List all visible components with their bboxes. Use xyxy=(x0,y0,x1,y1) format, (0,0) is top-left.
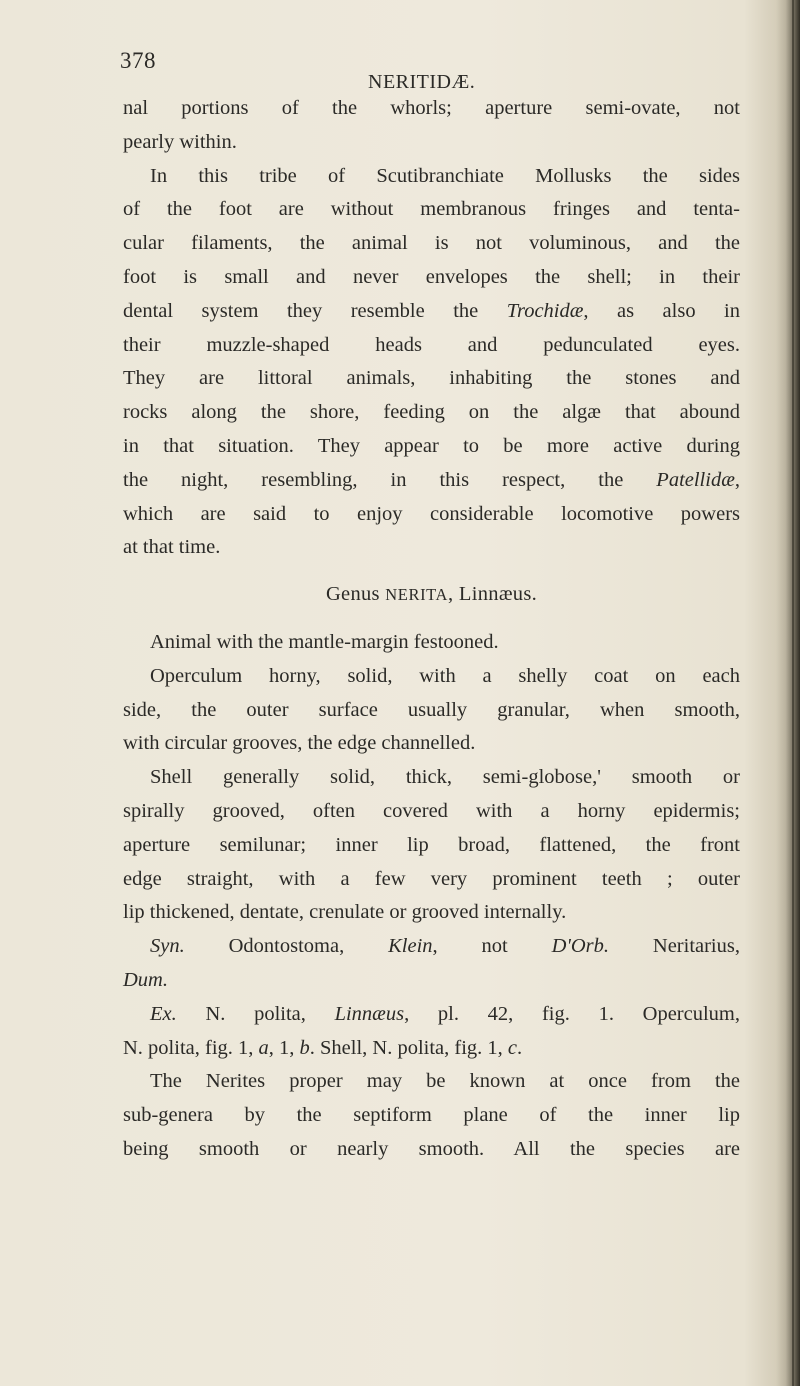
figure-letter: b xyxy=(299,1036,310,1059)
author-name: Klein xyxy=(388,935,433,958)
paragraph-nerites xyxy=(123,1065,740,1166)
text-line: They are littoral animals, inhabiting the stones and xyxy=(123,367,740,390)
text-fragment: , pl. 42, fig. 1. Operculum, xyxy=(404,1002,740,1025)
text-line: being smooth or nearly smooth. All the species are xyxy=(123,1137,740,1160)
text-fragment: the night, resembling, in this respect, the xyxy=(123,468,657,491)
text-fragment: Odontostoma, xyxy=(184,935,389,958)
text-line: their muzzle-shaped heads and pedunculated eyes. xyxy=(123,333,740,356)
figure-letter: a xyxy=(258,1036,269,1059)
text-fragment: , not xyxy=(432,935,552,958)
text-line: rocks along the shore, feeding on the algæ that abound xyxy=(123,401,740,424)
author-name: Dum. xyxy=(123,968,168,991)
heading-authority: , Linnæus. xyxy=(448,583,538,606)
text-line: pearly within. xyxy=(123,130,237,153)
page-edge-line xyxy=(792,0,794,1386)
text-line: spirally grooved, often covered with a horny epidermis; xyxy=(123,799,740,822)
figure-letter: c xyxy=(507,1036,518,1059)
text-fragment: , xyxy=(734,468,740,491)
text-line: In this tribe of Scutibranchiate Mollusks the sides xyxy=(150,164,740,187)
text-line: nal portions of the whorls; aperture semi-ovate, not xyxy=(123,97,740,119)
author-name: Linnæus xyxy=(334,1002,405,1025)
text-line: The Nerites proper may be known at once from the xyxy=(150,1070,740,1093)
text-line: Shell generally solid, thick, semi-globose,' smooth or xyxy=(150,766,740,789)
text-line xyxy=(123,930,740,964)
paragraph-scutibranchiate xyxy=(123,160,740,566)
text-fragment: Neritarius, xyxy=(609,935,740,958)
paragraph-shell xyxy=(123,761,740,930)
text-line: foot is small and never envelopes the shell; in their xyxy=(123,265,740,288)
taxon-name: Patellidæ xyxy=(656,468,735,491)
genus-name: NERITA xyxy=(385,585,449,605)
example-label: Ex. xyxy=(150,1002,177,1025)
text-line: of the foot are without membranous fringes and tenta- xyxy=(123,198,740,221)
text-line: Animal with the mantle-margin festooned. xyxy=(150,630,499,653)
heading-prefix: Genus xyxy=(325,583,386,606)
synonym-label: Syn. xyxy=(150,935,185,958)
text-fragment: . xyxy=(517,1036,523,1059)
running-title: NERITIDÆ. xyxy=(368,71,476,93)
page-number: 378 xyxy=(120,48,156,73)
body-text xyxy=(123,92,740,1167)
paragraph-examples xyxy=(123,998,740,1066)
text-line xyxy=(123,464,740,498)
paragraph-operculum xyxy=(123,660,740,761)
genus-heading xyxy=(123,578,740,612)
text-line: cular filaments, the animal is not voluminous, and the xyxy=(123,232,740,255)
text-line: aperture semilunar; inner lip broad, flattened, the front xyxy=(123,833,740,856)
text-line: sub-genera by the septiform plane of the inner lip xyxy=(123,1104,740,1127)
text-fragment: , 1, xyxy=(268,1036,300,1059)
text-line: side, the outer surface usually granular, when smooth, xyxy=(123,698,740,721)
text-line xyxy=(123,998,740,1032)
text-fragment: dental system they resemble the xyxy=(123,299,507,322)
paragraph-continued xyxy=(123,92,740,160)
text-line: Operculum horny, solid, with a shelly coat on each xyxy=(150,664,740,687)
text-line: lip thickened, dentate, crenulate or grooved internally. xyxy=(123,901,567,924)
author-name: D'Orb. xyxy=(551,935,609,958)
text-line xyxy=(123,964,740,998)
taxon-name: Trochidæ xyxy=(506,299,584,322)
page-edge-shadow xyxy=(776,0,800,1386)
text-line xyxy=(123,1032,740,1066)
paragraph-synonyms xyxy=(123,930,740,998)
text-fragment: N. polita, fig. 1, xyxy=(123,1036,259,1059)
text-fragment: N. polita, xyxy=(176,1002,335,1025)
text-line: edge straight, with a few very prominent teeth ; outer xyxy=(123,867,740,890)
paragraph-animal xyxy=(123,626,740,660)
text-line: at that time. xyxy=(123,536,221,559)
text-fragment: . Shell, N. polita, fig. 1, xyxy=(309,1036,508,1059)
text-fragment: , as also in xyxy=(583,299,740,322)
text-line: with circular grooves, the edge channelled. xyxy=(123,732,476,755)
text-line xyxy=(123,295,740,329)
text-line: in that situation. They appear to be more active during xyxy=(123,434,740,457)
text-line: which are said to enjoy considerable locomotive powers xyxy=(123,502,740,525)
